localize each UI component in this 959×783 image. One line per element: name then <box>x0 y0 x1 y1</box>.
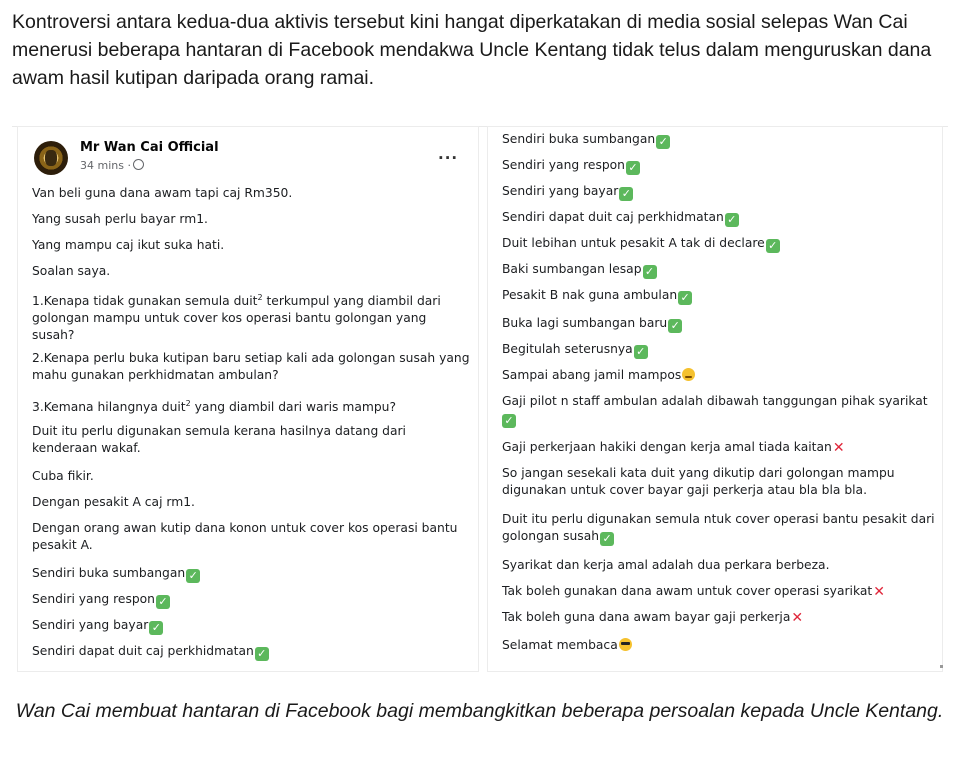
post-line: Sendiri yang respon ✓ <box>502 157 938 175</box>
check-mark-button-icon: ✓ <box>600 532 614 546</box>
post-line: Duit itu perlu digunakan semula ntuk cover operasi bantu pesakit dari golongan susah ✓ <box>502 512 935 545</box>
globe-icon <box>133 159 144 170</box>
post-line: Selamat membaca <box>502 637 938 654</box>
post-line: Dengan orang awan kutip dana konon untuk cover kos operasi bantu pesakit A. <box>32 521 458 552</box>
post-line: Sendiri yang bayar ✓ <box>32 617 472 635</box>
post-line: Begitulah seterusnya ✓ <box>502 341 938 359</box>
check-mark-button-icon: ✓ <box>156 595 170 609</box>
post-right-column <box>488 127 942 671</box>
superscript: 2 <box>257 293 263 302</box>
post-author[interactable]: Mr Wan Cai Official <box>80 140 219 155</box>
post-line: Sendiri yang respon ✓ <box>32 591 472 609</box>
post-line: Syarikat dan kerja amal adalah dua perkara berbeza. <box>502 558 830 572</box>
post-line: Sampai abang jamil mampos <box>502 367 938 384</box>
check-mark-button-icon: ✓ <box>634 345 648 359</box>
image-caption: Wan Cai membuat hantaran di Facebook bagi membangkitkan beberapa persoalan kepada Uncle Kentang. <box>15 700 944 722</box>
post-line: Sendiri dapat duit caj perkhidmatan ✓ <box>32 643 472 661</box>
post-line: Sendiri dapat duit caj perkhidmatan ✓ <box>502 209 938 227</box>
post-line: Soalan saya. <box>32 264 111 278</box>
post-line: Yang mampu caj ikut suka hati. <box>32 238 225 252</box>
check-mark-button-icon: ✓ <box>186 569 200 583</box>
post-line: Van beli guna dana awam tapi caj Rm350. <box>32 186 293 200</box>
check-mark-button-icon: ✓ <box>643 265 657 279</box>
post-line: Pesakit B nak guna ambulan ✓ <box>502 287 938 305</box>
post-line: Cuba fikir. <box>32 469 94 483</box>
post-line: Tak boleh gunakan dana awam untuk cover operasi syarikat✕ <box>502 584 885 600</box>
article-paragraph: Kontroversi antara kedua-dua aktivis tersebut kini hangat diperkatakan di media sosial selepas Wan Cai menerusi beberapa hantaran di Facebook mendakwa Uncle Kentang tidak telus dalam menguruskan dana awam hasil kutipan daripada orang ramai. <box>12 11 932 89</box>
post-line: Yang susah perlu bayar rm1. <box>32 212 208 226</box>
post-timestamp[interactable]: 34 mins · <box>80 159 144 172</box>
post-line: Sendiri yang bayar ✓ <box>502 183 938 201</box>
post-line: 3.Kemana hilangnya duit$^2$ yang diambil dari waris mampu? <box>32 399 396 415</box>
check-mark-button-icon: ✓ <box>725 213 739 227</box>
post-line: 1.Kenapa tidak gunakan semula duit$^2$ terkumpul yang diambil dari golongan mampu untuk cover kos operasi bantu golongan yang susah? <box>32 293 441 343</box>
check-mark-button-icon: ✓ <box>678 291 692 305</box>
check-mark-button-icon: ✓ <box>619 187 633 201</box>
check-mark-button-icon: ✓ <box>656 135 670 149</box>
check-mark-button-icon: ✓ <box>502 414 516 428</box>
check-mark-button-icon: ✓ <box>149 621 163 635</box>
check-mark-button-icon: ✓ <box>668 319 682 333</box>
post-line: Tak boleh guna dana awam bayar gaji perkerja✕ <box>502 610 804 626</box>
post-line: Duit itu perlu digunakan semula kerana hasilnya datang dari kenderaan wakaf. <box>32 424 406 455</box>
sunglasses-face-icon <box>619 638 632 651</box>
weary-face-icon <box>682 368 695 381</box>
avatar[interactable] <box>34 141 68 175</box>
check-mark-button-icon: ✓ <box>766 239 780 253</box>
post-line: Sendiri buka sumbangan ✓ <box>502 131 938 149</box>
scroll-indicator <box>940 665 943 668</box>
check-mark-button-icon: ✓ <box>255 647 269 661</box>
superscript: 2 <box>185 399 191 408</box>
post-left-column <box>18 127 478 671</box>
post-line: Duit lebihan untuk pesakit A tak di declare ✓ <box>502 235 938 253</box>
post-line: Gaji pilot n staff ambulan adalah dibawah tanggungan pihak syarikat ✓ <box>502 394 928 427</box>
post-line: Baki sumbangan lesap ✓ <box>502 261 938 279</box>
post-line: 2.Kenapa perlu buka kutipan baru setiap kali ada golongan susah yang mahu gunakan perkhidmatan ambulan? <box>32 351 470 382</box>
more-options-icon[interactable]: ... <box>438 145 459 163</box>
cross-mark-icon: ✕ <box>873 584 885 600</box>
post-line: Dengan pesakit A caj rm1. <box>32 495 195 509</box>
post-line: Buka lagi sumbangan baru ✓ <box>502 315 938 333</box>
facebook-post-screenshot <box>12 126 948 673</box>
check-mark-button-icon: ✓ <box>626 161 640 175</box>
post-line: Sendiri buka sumbangan ✓ <box>32 565 472 583</box>
post-line: Gaji perkerjaan hakiki dengan kerja amal tiada kaitan✕ <box>502 440 845 456</box>
cross-mark-icon: ✕ <box>832 440 845 456</box>
cross-mark-icon: ✕ <box>791 610 804 626</box>
post-line: So jangan sesekali kata duit yang dikutip dari golongan mampu digunakan untuk cover bayar gaji perkerja atau bla bla bla. <box>502 466 895 497</box>
